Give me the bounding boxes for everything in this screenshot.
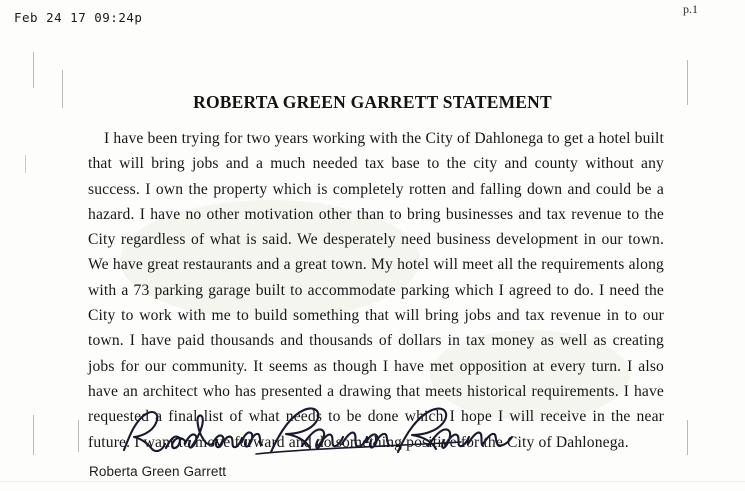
signature-printed-name: Roberta Green Garrett: [89, 464, 227, 479]
scan-artifact-mark: [33, 52, 34, 88]
handwritten-signature: [116, 404, 516, 462]
document-body-paragraph: I have been trying for two years working with the City of Dahlonega to get a hotel built that will bring jobs and a much needed tax base to the city and county without any success. I own the property which is completely rotten and falling down and could be a hazard. I have no other motivation other than to bring businesses and tax revenue to the City regardless of what is said. We desperately need business development in our town. We have great restaurants and a great town. My hotel will meet all the requirements along with a 73 parking garage built to accommodate parking which I agreed to do. I need the City to work with me to build something that will bring jobs and tax revenue in to our town. I have paid thousands and thousands of dollars in tax money as well as creating jobs for our community. It seems as though I have met opposition at every turn. I also have an architect who has presented a drawing that meets historical requirements. I have requested a final list of what needs to be done which I hope I will receive in the near future. I want to move forward and do something positive for the City of Dahlonega.: [88, 130, 664, 451]
scan-artifact-mark: [33, 415, 34, 455]
scan-artifact-mark: [687, 420, 688, 455]
fax-timestamp: Feb 24 17 09:24p: [14, 10, 143, 25]
scan-artifact-mark: [25, 155, 26, 173]
scan-artifact-mark: [78, 420, 79, 452]
fax-page-number: p.1: [683, 2, 698, 16]
scan-artifact-edge: [0, 481, 745, 482]
document-title: ROBERTA GREEN GARRETT STATEMENT: [193, 92, 552, 112]
